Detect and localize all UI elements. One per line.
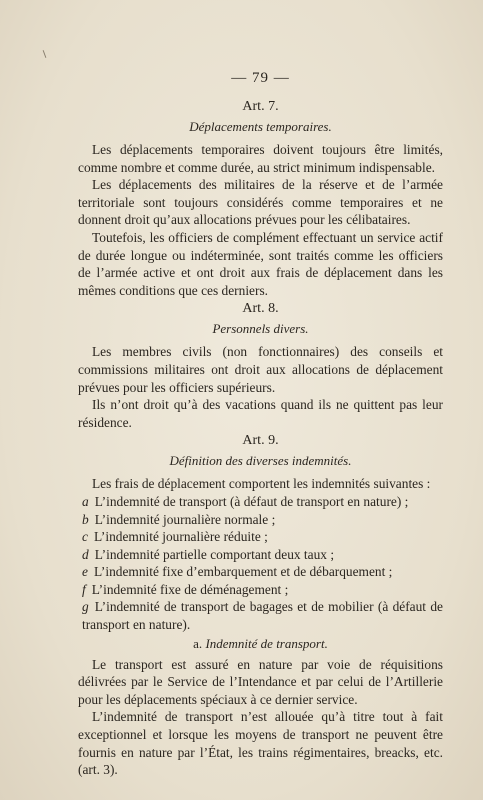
subsection-paragraph: L’indemnité de transport n’est allouée qu’à titre tout à fait exceptionnel et lorsque les moyens de transport ne peuvent être fournis en nature par l’État, les trains régimentaires, breacks, etc. (art. 3). [78, 709, 443, 778]
article-7-paragraph: Les déplacements temporaires doivent toujours être limités, comme nombre et comme durée, au strict minimum indispensable. [78, 142, 443, 175]
article-9-title: Définition des diverses indemnités. [169, 453, 352, 469]
article-8-paragraph: Ils n’ont droit qu’à des vacations quand ils ne quittent pas leur résidence. [78, 397, 443, 430]
list-item [78, 581, 443, 599]
list-item [78, 511, 443, 529]
subsection-title: Indemnité de transport. [205, 635, 328, 651]
article-8-paragraph: Les membres civils (non fonctionnaires) des conseils et commissions militaires ont droit aux allocations de déplacement prévues pour les officiers supérieurs. [78, 344, 443, 395]
article-7-heading: Art. 7. [242, 99, 279, 114]
indemnity-list [78, 493, 443, 634]
list-item-text: L’indemnité de transport de bagages et de mobilier (à défaut de transport en nature). [82, 599, 443, 633]
list-item-text: L’indemnité de transport (à défaut de transport en nature) ; [94, 493, 409, 509]
subsection-letter: a. [193, 635, 203, 651]
list-item-text: L’indemnité partielle comportant deux taux ; [94, 546, 335, 562]
subsection-paragraph: Le transport est assuré en nature par voie de réquisitions délivrées par le Service de l’Intendance et par celui de l’Artillerie pour les déplacements spéciaux à ce dernier service. [78, 656, 443, 707]
list-item-letter: b [82, 511, 89, 527]
article-9-heading: Art. 9. [242, 433, 279, 449]
list-item [78, 546, 443, 564]
list-item-text: L’indemnité fixe d’embarquement et de débarquement ; [93, 564, 393, 580]
page-content [78, 70, 443, 779]
page-mark [43, 50, 47, 58]
list-item-letter: e [82, 564, 88, 580]
list-item [78, 528, 443, 546]
list-item-letter: f [82, 581, 86, 597]
article-8-title: Personnels divers. [212, 321, 309, 337]
article-8-heading: Art. 8. [242, 301, 279, 317]
list-item-letter: d [82, 546, 89, 562]
page-number: — 79 — [231, 70, 290, 86]
list-item [78, 598, 443, 633]
list-item-letter: g [82, 599, 89, 615]
article-9-intro: Les frais de déplacement comportent les indemnités suivantes : [92, 476, 431, 492]
list-item [78, 493, 443, 511]
list-item-letter: a [82, 493, 89, 509]
list-item [78, 563, 443, 581]
list-item-text: L’indemnité fixe de déménagement ; [91, 581, 289, 597]
list-item-text: L’indemnité journalière normale ; [94, 511, 276, 527]
article-7-paragraph: Toutefois, les officiers de complément effectuant un service actif de durée longue ou indéterminée, sont traités comme les officiers de l’armée active et ont droit aux frais de déplacement dans les mêmes conditions que ces derniers. [78, 229, 443, 298]
list-item-letter: c [82, 529, 88, 545]
list-item-text: L’indemnité journalière réduite ; [93, 529, 268, 545]
article-7-title: Déplacements temporaires. [189, 119, 332, 134]
subsection-heading [78, 636, 443, 652]
article-7-paragraph: Les déplacements des militaires de la réserve et de l’armée territoriale sont toujours considérés comme temporaires et ne donnent droit qu’aux allocations prévues pour les célibataires. [78, 177, 443, 228]
